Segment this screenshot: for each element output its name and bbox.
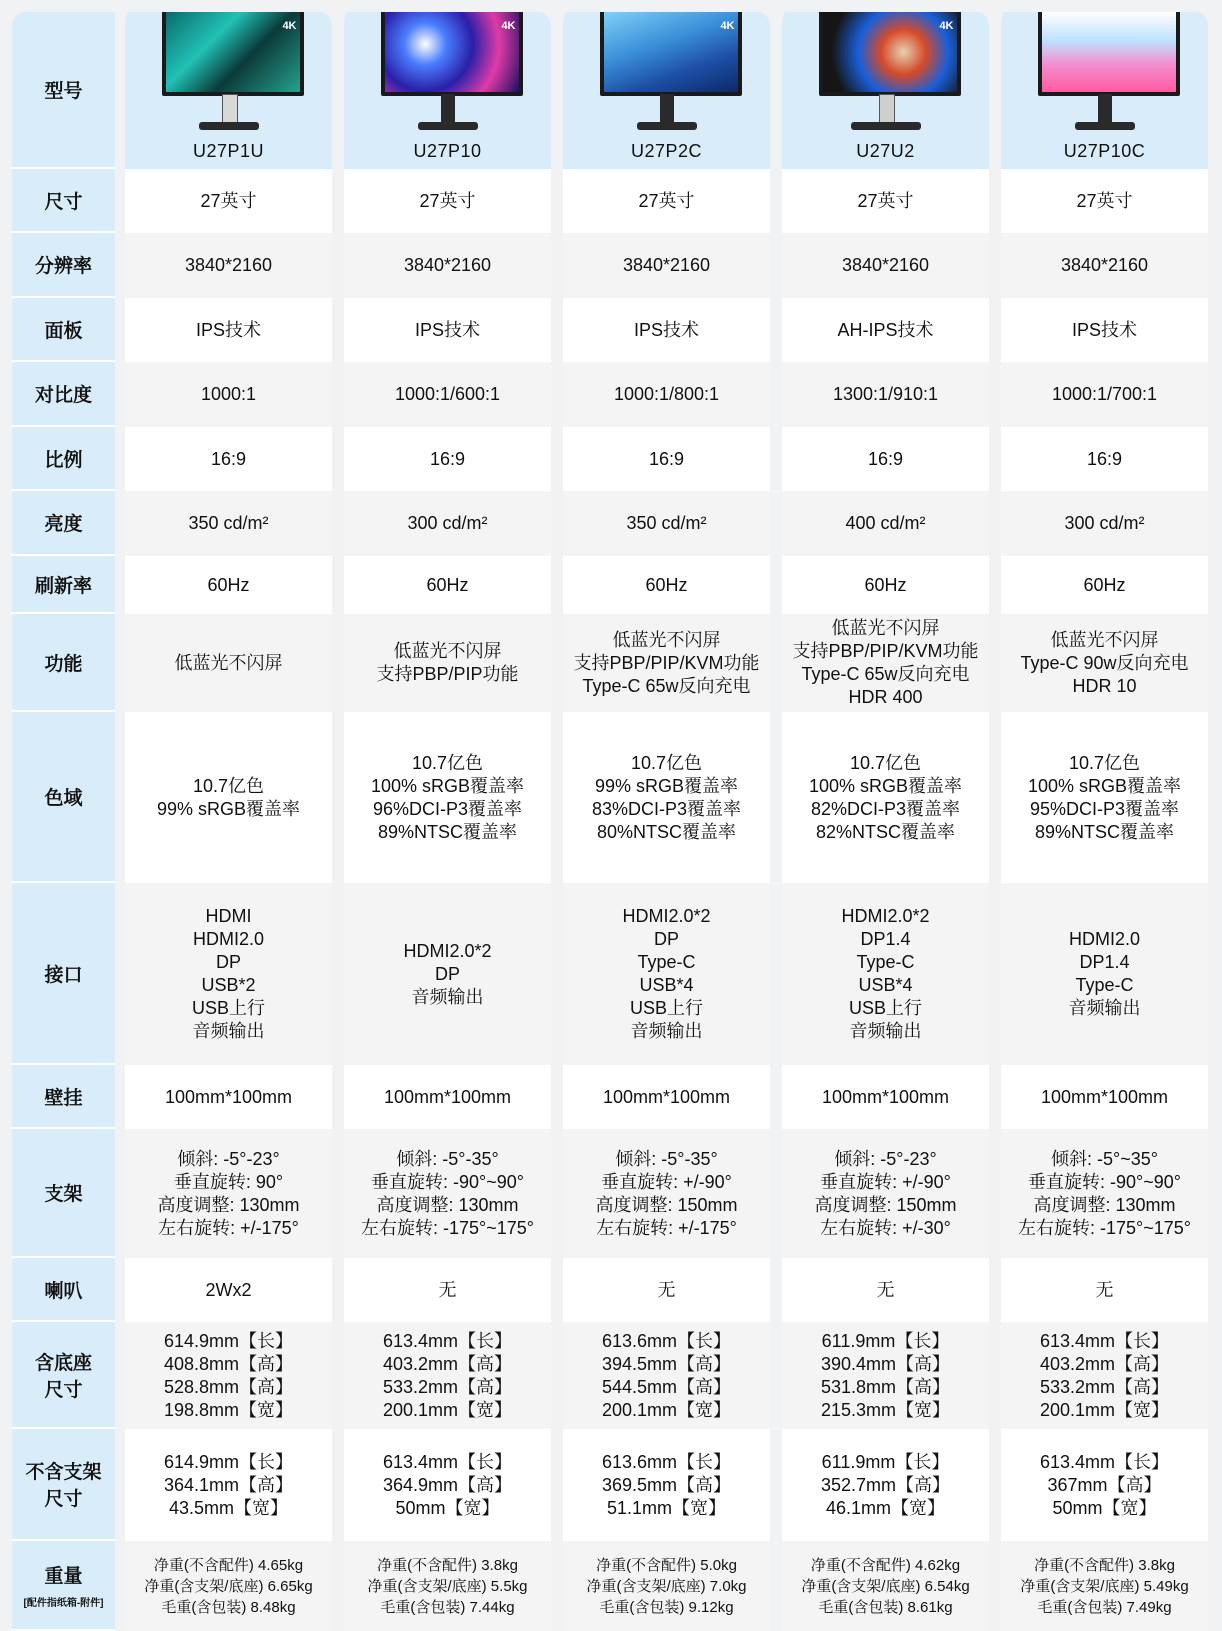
spec-cell: [991, 883, 1210, 1065]
monitor-image: [1030, 12, 1180, 140]
spec-lines: 净重(不含配件) 5.0kg 净重(含支架/底座) 7.0kg 毛重(含包装) 9.12kg: [586, 1556, 747, 1616]
spec-cell: 无: [334, 1258, 553, 1322]
label-stand: 支架: [12, 1129, 115, 1258]
spec-cell: [334, 1541, 553, 1631]
spec-cell: [334, 1429, 553, 1541]
spec-lines: 614.9mm【长】 408.8mm【高】 528.8mm【高】 198.8mm【宽】: [163, 1330, 294, 1420]
label-weight-sub: [配件指纸箱-附件]: [23, 1598, 104, 1609]
label-lines: 不含支架 尺寸: [25, 1462, 102, 1510]
spec-cell: [334, 1129, 553, 1258]
spec-cell: 1000:1/600:1: [334, 362, 553, 427]
label-speaker: 喇叭: [12, 1258, 115, 1322]
spec-cell: [991, 614, 1210, 712]
spec-lines: 613.4mm【长】 403.2mm【高】 533.2mm【高】 200.1mm【宽】: [1039, 1330, 1170, 1420]
spec-cell: [334, 712, 553, 883]
spec-cell: 100mm*100mm: [115, 1065, 334, 1129]
spec-lines: 净重(不含配件) 4.62kg 净重(含支架/底座) 6.54kg 毛重(含包装) 8.61kg: [801, 1556, 970, 1616]
screen-badge: 4K: [501, 20, 516, 32]
spec-lines: 10.7亿色 99% sRGB覆盖率 83%DCI-P3覆盖率 80%NTSC覆盖率: [591, 752, 742, 842]
spec-cell: 3840*2160: [991, 233, 1210, 298]
product-header: [991, 12, 1210, 169]
spec-lines: 613.4mm【长】 403.2mm【高】 533.2mm【高】 200.1mm【宽】: [382, 1330, 513, 1420]
spec-cell: 3840*2160: [772, 233, 991, 298]
spec-cell: 1000:1/700:1: [991, 362, 1210, 427]
product-header: [553, 12, 772, 169]
spec-cell: [772, 1129, 991, 1258]
spec-lines: 低蓝光不闪屏 支持PBP/PIP功能: [376, 641, 519, 684]
spec-cell: 27英寸: [991, 169, 1210, 233]
spec-lines: HDMI2.0*2 DP1.4 Type-C USB*4 USB上行 音频输出: [841, 906, 930, 1041]
product-header: [334, 12, 553, 169]
model-name: U27U2: [856, 141, 915, 161]
row-model: [12, 12, 1210, 169]
spec-cell: IPS技术: [334, 298, 553, 362]
spec-cell: 60Hz: [991, 556, 1210, 614]
spec-lines: 低蓝光不闪屏 Type-C 90w反向充电 HDR 10: [1020, 629, 1189, 696]
spec-cell: 100mm*100mm: [991, 1065, 1210, 1129]
spec-cell: 400 cd/m²: [772, 491, 991, 556]
label-refresh: 刷新率: [12, 556, 115, 614]
spec-cell: [553, 1129, 772, 1258]
row-ratio: [12, 427, 1210, 491]
row-ports: [12, 883, 1210, 1065]
spec-cell: [115, 1322, 334, 1429]
spec-cell: 27英寸: [115, 169, 334, 233]
spec-lines: HDMI HDMI2.0 DP USB*2 USB上行 音频输出: [191, 906, 265, 1041]
spec-cell: 350 cd/m²: [553, 491, 772, 556]
spec-lines: 611.9mm【长】 352.7mm【高】 46.1mm【宽】: [820, 1451, 951, 1518]
label-vesa: 壁挂: [12, 1065, 115, 1129]
spec-cell: [334, 1322, 553, 1429]
spec-cell: 3840*2160: [553, 233, 772, 298]
spec-cell: [115, 1129, 334, 1258]
spec-cell: [553, 883, 772, 1065]
spec-cell: [991, 1429, 1210, 1541]
spec-cell: 100mm*100mm: [772, 1065, 991, 1129]
spec-cell: [772, 1541, 991, 1631]
spec-cell: 无: [991, 1258, 1210, 1322]
spec-cell: 1000:1: [115, 362, 334, 427]
spec-lines: 倾斜: -5°~35° 垂直旋转: -90°~90° 高度调整: 130mm 左右旋转: -175°~175°: [1018, 1148, 1191, 1238]
spec-cell: [334, 614, 553, 712]
spec-cell: 16:9: [115, 427, 334, 491]
spec-cell: IPS技术: [553, 298, 772, 362]
spec-cell: 27英寸: [334, 169, 553, 233]
spec-lines: HDMI2.0*2 DP 音频输出: [403, 940, 492, 1007]
row-size: [12, 169, 1210, 233]
spec-cell: 27英寸: [772, 169, 991, 233]
spec-cell: 1000:1/800:1: [553, 362, 772, 427]
monitor-image: [154, 12, 304, 140]
spec-cell: 2Wx2: [115, 1258, 334, 1322]
spec-lines: 倾斜: -5°-23° 垂直旋转: 90° 高度调整: 130mm 左右旋转: +/-175°: [157, 1148, 300, 1238]
label-dims-without-stand: [12, 1429, 115, 1541]
label-gamut: 色域: [12, 712, 115, 883]
label-model: 型号: [12, 12, 115, 169]
spec-cell: 无: [772, 1258, 991, 1322]
product-header: [115, 12, 334, 169]
label-resolution: 分辨率: [12, 233, 115, 298]
spec-lines: 613.4mm【长】 367mm【高】 50mm【宽】: [1039, 1451, 1170, 1518]
spec-cell: [115, 712, 334, 883]
row-dims-with-base: [12, 1322, 1210, 1429]
label-panel: 面板: [12, 298, 115, 362]
spec-cell: [553, 712, 772, 883]
spec-lines: 613.6mm【长】 369.5mm【高】 51.1mm【宽】: [601, 1451, 732, 1518]
spec-lines: HDMI2.0*2 DP Type-C USB*4 USB上行 音频输出: [622, 906, 711, 1041]
spec-table: [12, 12, 1210, 1631]
spec-cell: 60Hz: [772, 556, 991, 614]
spec-lines: 613.4mm【长】 364.9mm【高】 50mm【宽】: [382, 1451, 513, 1518]
product-header: [772, 12, 991, 169]
row-contrast: [12, 362, 1210, 427]
label-brightness: 亮度: [12, 491, 115, 556]
spec-cell: [553, 1429, 772, 1541]
monitor-image: [373, 12, 523, 140]
spec-lines: 净重(不含配件) 3.8kg 净重(含支架/底座) 5.49kg 毛重(含包装) 7.49kg: [1020, 1556, 1189, 1616]
row-refresh: [12, 556, 1210, 614]
spec-cell: [115, 883, 334, 1065]
spec-cell: [553, 1541, 772, 1631]
model-name: U27P2C: [630, 141, 703, 161]
spec-cell: 60Hz: [553, 556, 772, 614]
spec-cell: 16:9: [553, 427, 772, 491]
spec-cell: [772, 712, 991, 883]
spec-cell: 无: [553, 1258, 772, 1322]
spec-cell: 1300:1/910:1: [772, 362, 991, 427]
spec-cell: [553, 1322, 772, 1429]
spec-cell: 16:9: [772, 427, 991, 491]
row-features: [12, 614, 1210, 712]
spec-cell: 100mm*100mm: [334, 1065, 553, 1129]
spec-lines: 10.7亿色 100% sRGB覆盖率 96%DCI-P3覆盖率 89%NTSC覆盖率: [370, 752, 525, 842]
spec-cell: 27英寸: [553, 169, 772, 233]
screen-badge: 4K: [939, 20, 954, 32]
screen-badge: 4K: [282, 20, 297, 32]
spec-cell: 60Hz: [115, 556, 334, 614]
spec-cell: [772, 883, 991, 1065]
spec-cell: 3840*2160: [115, 233, 334, 298]
spec-cell: [991, 1129, 1210, 1258]
spec-lines: 净重(不含配件) 4.65kg 净重(含支架/底座) 6.65kg 毛重(含包装) 8.48kg: [144, 1556, 313, 1616]
spec-lines: 10.7亿色 100% sRGB覆盖率 95%DCI-P3覆盖率 89%NTSC覆盖率: [1027, 752, 1182, 842]
spec-cell: IPS技术: [115, 298, 334, 362]
spec-lines: 低蓝光不闪屏 支持PBP/PIP/KVM功能 Type-C 65w反向充电 HDR 400: [792, 618, 979, 707]
spec-cell: 300 cd/m²: [991, 491, 1210, 556]
spec-cell: AH-IPS技术: [772, 298, 991, 362]
row-stand: [12, 1129, 1210, 1258]
spec-lines: 低蓝光不闪屏 支持PBP/PIP/KVM功能 Type-C 65w反向充电: [573, 629, 760, 696]
spec-lines: 倾斜: -5°-35° 垂直旋转: +/-90° 高度调整: 150mm 左右旋转: +/-175°: [595, 1148, 738, 1238]
row-speaker: [12, 1258, 1210, 1322]
spec-lines: HDMI2.0 DP1.4 Type-C 音频输出: [1068, 929, 1141, 1018]
spec-lines: 低蓝光不闪屏: [174, 652, 283, 673]
spec-cell: 100mm*100mm: [553, 1065, 772, 1129]
label-contrast: 对比度: [12, 362, 115, 427]
monitor-image: [592, 12, 742, 140]
screen-badge: 4K: [720, 20, 735, 32]
spec-lines: 倾斜: -5°-23° 垂直旋转: +/-90° 高度调整: 150mm 左右旋转: +/-30°: [814, 1148, 957, 1238]
spec-cell: IPS技术: [991, 298, 1210, 362]
model-name: U27P1U: [192, 141, 265, 161]
label-dims-with-base: [12, 1322, 115, 1429]
spec-cell: [115, 614, 334, 712]
label-ratio: 比例: [12, 427, 115, 491]
spec-cell: 60Hz: [334, 556, 553, 614]
spec-cell: [991, 712, 1210, 883]
label-features: 功能: [12, 614, 115, 712]
label-size: 尺寸: [12, 169, 115, 233]
spec-lines: 614.9mm【长】 364.1mm【高】 43.5mm【宽】: [163, 1451, 294, 1518]
spec-cell: 3840*2160: [334, 233, 553, 298]
label-ports: 接口: [12, 883, 115, 1065]
row-dims-without-stand: [12, 1429, 1210, 1541]
row-panel: [12, 298, 1210, 362]
row-resolution: [12, 233, 1210, 298]
spec-cell: [991, 1541, 1210, 1631]
spec-cell: [772, 614, 991, 712]
spec-lines: 611.9mm【长】 390.4mm【高】 531.8mm【高】 215.3mm【宽】: [820, 1330, 951, 1420]
spec-cell: [772, 1429, 991, 1541]
label-weight: [12, 1541, 115, 1631]
spec-lines: 倾斜: -5°-35° 垂直旋转: -90°~90° 高度调整: 130mm 左右旋转: -175°~175°: [361, 1148, 534, 1238]
spec-cell: 350 cd/m²: [115, 491, 334, 556]
spec-cell: [115, 1429, 334, 1541]
row-weight: [12, 1541, 1210, 1631]
spec-cell: [334, 883, 553, 1065]
spec-cell: 300 cd/m²: [334, 491, 553, 556]
spec-lines: 10.7亿色 99% sRGB覆盖率: [156, 775, 301, 819]
spec-cell: [553, 614, 772, 712]
model-name: U27P10C: [1063, 141, 1146, 161]
spec-cell: 16:9: [991, 427, 1210, 491]
row-brightness: [12, 491, 1210, 556]
label-lines: 含底座 尺寸: [34, 1352, 92, 1401]
label-weight-main: 重量: [44, 1566, 83, 1587]
spec-cell: [991, 1322, 1210, 1429]
spec-cell: 16:9: [334, 427, 553, 491]
spec-cell: [115, 1541, 334, 1631]
row-vesa: [12, 1065, 1210, 1129]
spec-lines: 净重(不含配件) 3.8kg 净重(含支架/底座) 5.5kg 毛重(含包装) 7.44kg: [367, 1556, 528, 1616]
spec-lines: 10.7亿色 100% sRGB覆盖率 82%DCI-P3覆盖率 82%NTSC覆盖率: [808, 752, 963, 842]
row-gamut: [12, 712, 1210, 883]
spec-lines: 613.6mm【长】 394.5mm【高】 544.5mm【高】 200.1mm【宽】: [601, 1330, 732, 1420]
model-name: U27P10: [413, 141, 482, 161]
spec-cell: [772, 1322, 991, 1429]
monitor-image: [811, 12, 961, 140]
